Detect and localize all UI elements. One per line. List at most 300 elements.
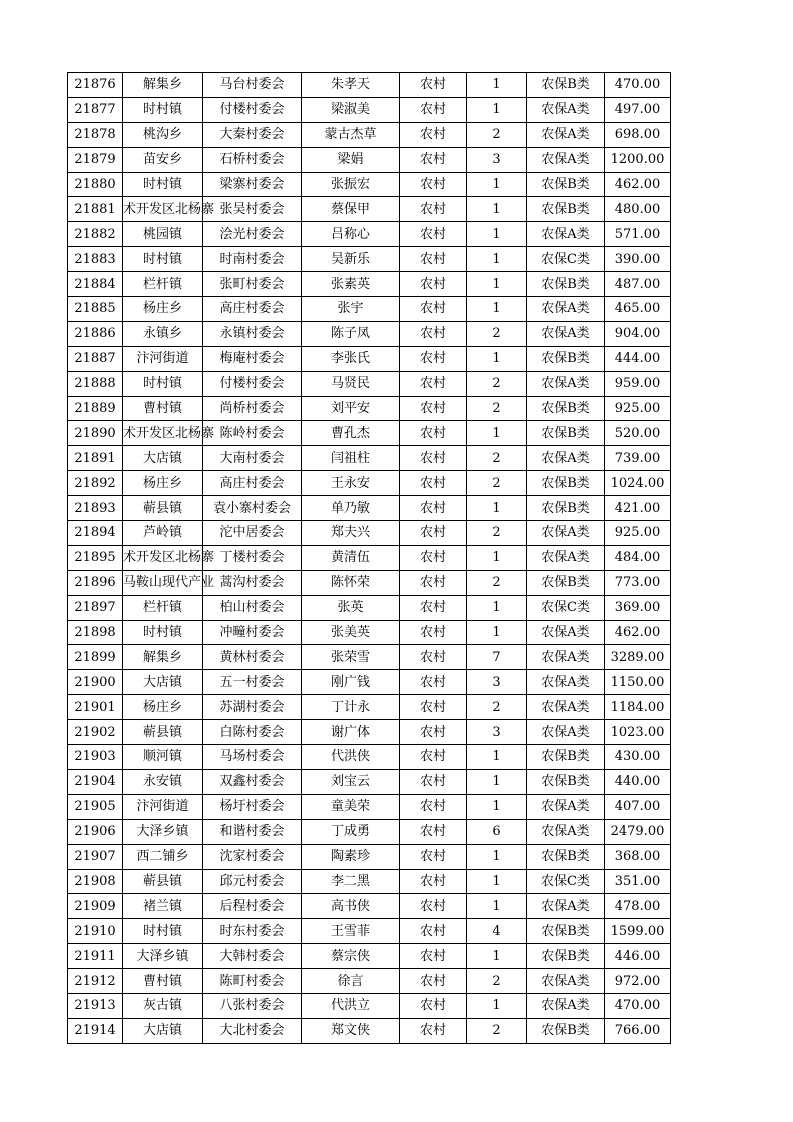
record-id-cell: 21902 — [68, 720, 123, 745]
town-cell: 栏杆镇 — [123, 595, 203, 620]
household-count-cell: 2 — [467, 371, 527, 396]
record-id-cell: 21911 — [68, 944, 123, 969]
amount-cell: 430.00 — [605, 745, 671, 770]
household-count-cell: 2 — [467, 695, 527, 720]
insurance-category-cell: 农保B类 — [527, 769, 605, 794]
residence-type-cell: 农村 — [400, 969, 467, 994]
household-count-cell: 1 — [467, 769, 527, 794]
record-id-cell: 21914 — [68, 1018, 123, 1043]
table-row — [68, 197, 671, 222]
residence-type-cell: 农村 — [400, 645, 467, 670]
town-cell: 大店镇 — [123, 1018, 203, 1043]
insurance-category-cell: 农保A类 — [527, 545, 605, 570]
insurance-category-cell: 农保A类 — [527, 321, 605, 346]
residence-type-cell: 农村 — [400, 670, 467, 695]
person-name-cell: 丁成勇 — [302, 819, 400, 844]
table-row — [68, 521, 671, 546]
household-count-cell: 2 — [467, 969, 527, 994]
residence-type-cell: 农村 — [400, 73, 467, 98]
person-name-cell: 蒙古杰草 — [302, 122, 400, 147]
residence-type-cell: 农村 — [400, 570, 467, 595]
town-cell: 大店镇 — [123, 446, 203, 471]
residence-type-cell: 农村 — [400, 545, 467, 570]
town-cell: 汴河街道 — [123, 346, 203, 371]
town-cell: 蕲县镇 — [123, 720, 203, 745]
household-count-cell: 2 — [467, 396, 527, 421]
residence-type-cell: 农村 — [400, 346, 467, 371]
residence-type-cell: 农村 — [400, 222, 467, 247]
record-id-cell: 21890 — [68, 421, 123, 446]
record-id-cell: 21901 — [68, 695, 123, 720]
village-committee-cell: 白陈村委会 — [203, 720, 302, 745]
amount-cell: 465.00 — [605, 297, 671, 322]
residence-type-cell: 农村 — [400, 396, 467, 421]
insurance-category-cell: 农保A类 — [527, 670, 605, 695]
household-count-cell: 1 — [467, 620, 527, 645]
table-row — [68, 944, 671, 969]
residence-type-cell: 农村 — [400, 272, 467, 297]
amount-cell: 1184.00 — [605, 695, 671, 720]
town-cell: 杨庄乡 — [123, 297, 203, 322]
person-name-cell: 陈子凤 — [302, 321, 400, 346]
town-cell: 蕲县镇 — [123, 496, 203, 521]
insurance-category-cell: 农保C类 — [527, 247, 605, 272]
residence-type-cell: 农村 — [400, 496, 467, 521]
insurance-category-cell: 农保A类 — [527, 122, 605, 147]
record-id-cell: 21879 — [68, 147, 123, 172]
household-count-cell: 1 — [467, 197, 527, 222]
table-row — [68, 371, 671, 396]
village-committee-cell: 张町村委会 — [203, 272, 302, 297]
village-committee-cell: 付楼村委会 — [203, 371, 302, 396]
person-name-cell: 张荣雪 — [302, 645, 400, 670]
table-row — [68, 172, 671, 197]
town-cell: 芦岭镇 — [123, 521, 203, 546]
insurance-category-cell: 农保A类 — [527, 521, 605, 546]
residence-type-cell: 农村 — [400, 122, 467, 147]
record-id-cell: 21896 — [68, 570, 123, 595]
household-count-cell: 3 — [467, 670, 527, 695]
record-id-cell: 21877 — [68, 97, 123, 122]
table-row — [68, 620, 671, 645]
amount-cell: 462.00 — [605, 620, 671, 645]
household-count-cell: 2 — [467, 122, 527, 147]
table-row — [68, 1018, 671, 1043]
residence-type-cell: 农村 — [400, 769, 467, 794]
person-name-cell: 郑夫兴 — [302, 521, 400, 546]
person-name-cell: 代洪立 — [302, 993, 400, 1018]
record-id-cell: 21900 — [68, 670, 123, 695]
town-cell: 术开发区北杨寨 — [123, 545, 203, 570]
village-committee-cell: 大南村委会 — [203, 446, 302, 471]
person-name-cell: 吕称心 — [302, 222, 400, 247]
beneficiary-table-body — [68, 73, 671, 1044]
household-count-cell: 1 — [467, 745, 527, 770]
insurance-category-cell: 农保A类 — [527, 819, 605, 844]
insurance-category-cell: 农保B类 — [527, 421, 605, 446]
person-name-cell: 童美荣 — [302, 794, 400, 819]
table-row — [68, 894, 671, 919]
table-row — [68, 695, 671, 720]
residence-type-cell: 农村 — [400, 297, 467, 322]
village-committee-cell: 杨圩村委会 — [203, 794, 302, 819]
record-id-cell: 21910 — [68, 919, 123, 944]
household-count-cell: 2 — [467, 521, 527, 546]
insurance-category-cell: 农保A类 — [527, 794, 605, 819]
person-name-cell: 张美英 — [302, 620, 400, 645]
person-name-cell: 梁娟 — [302, 147, 400, 172]
village-committee-cell: 冲疃村委会 — [203, 620, 302, 645]
amount-cell: 972.00 — [605, 969, 671, 994]
insurance-category-cell: 农保B类 — [527, 944, 605, 969]
insurance-category-cell: 农保A类 — [527, 620, 605, 645]
table-row — [68, 297, 671, 322]
insurance-category-cell: 农保B类 — [527, 272, 605, 297]
table-row — [68, 844, 671, 869]
insurance-category-cell: 农保A类 — [527, 222, 605, 247]
town-cell: 杨庄乡 — [123, 695, 203, 720]
amount-cell: 446.00 — [605, 944, 671, 969]
town-cell: 大泽乡镇 — [123, 944, 203, 969]
village-committee-cell: 马场村委会 — [203, 745, 302, 770]
residence-type-cell: 农村 — [400, 197, 467, 222]
household-count-cell: 1 — [467, 869, 527, 894]
insurance-category-cell: 农保A类 — [527, 147, 605, 172]
household-count-cell: 3 — [467, 720, 527, 745]
record-id-cell: 21895 — [68, 545, 123, 570]
insurance-category-cell: 农保A类 — [527, 695, 605, 720]
village-committee-cell: 袁小寨村委会 — [203, 496, 302, 521]
table-row — [68, 570, 671, 595]
table-row — [68, 645, 671, 670]
person-name-cell: 王雪菲 — [302, 919, 400, 944]
household-count-cell: 1 — [467, 794, 527, 819]
amount-cell: 773.00 — [605, 570, 671, 595]
table-row — [68, 147, 671, 172]
insurance-category-cell: 农保A类 — [527, 969, 605, 994]
amount-cell: 698.00 — [605, 122, 671, 147]
village-committee-cell: 石桥村委会 — [203, 147, 302, 172]
record-id-cell: 21907 — [68, 844, 123, 869]
household-count-cell: 2 — [467, 446, 527, 471]
record-id-cell: 21880 — [68, 172, 123, 197]
household-count-cell: 1 — [467, 993, 527, 1018]
table-row — [68, 993, 671, 1018]
household-count-cell: 1 — [467, 222, 527, 247]
insurance-category-cell: 农保B类 — [527, 346, 605, 371]
record-id-cell: 21881 — [68, 197, 123, 222]
residence-type-cell: 农村 — [400, 720, 467, 745]
amount-cell: 3289.00 — [605, 645, 671, 670]
amount-cell: 390.00 — [605, 247, 671, 272]
insurance-category-cell: 农保B类 — [527, 471, 605, 496]
amount-cell: 462.00 — [605, 172, 671, 197]
household-count-cell: 2 — [467, 1018, 527, 1043]
record-id-cell: 21898 — [68, 620, 123, 645]
amount-cell: 1599.00 — [605, 919, 671, 944]
amount-cell: 571.00 — [605, 222, 671, 247]
record-id-cell: 21887 — [68, 346, 123, 371]
insurance-category-cell: 农保B类 — [527, 1018, 605, 1043]
insurance-category-cell: 农保A类 — [527, 645, 605, 670]
person-name-cell: 单乃敏 — [302, 496, 400, 521]
amount-cell: 925.00 — [605, 396, 671, 421]
amount-cell: 1200.00 — [605, 147, 671, 172]
insurance-category-cell: 农保A类 — [527, 720, 605, 745]
amount-cell: 478.00 — [605, 894, 671, 919]
household-count-cell: 4 — [467, 919, 527, 944]
residence-type-cell: 农村 — [400, 819, 467, 844]
household-count-cell: 1 — [467, 595, 527, 620]
town-cell: 蕲县镇 — [123, 869, 203, 894]
residence-type-cell: 农村 — [400, 321, 467, 346]
person-name-cell: 张振宏 — [302, 172, 400, 197]
table-row — [68, 496, 671, 521]
person-name-cell: 黄清伍 — [302, 545, 400, 570]
village-committee-cell: 高庄村委会 — [203, 297, 302, 322]
town-cell: 时村镇 — [123, 247, 203, 272]
table-row — [68, 969, 671, 994]
household-count-cell: 2 — [467, 321, 527, 346]
village-committee-cell: 柏山村委会 — [203, 595, 302, 620]
residence-type-cell: 农村 — [400, 993, 467, 1018]
record-id-cell: 21908 — [68, 869, 123, 894]
village-committee-cell: 后程村委会 — [203, 894, 302, 919]
town-cell: 栏杆镇 — [123, 272, 203, 297]
village-committee-cell: 张吴村委会 — [203, 197, 302, 222]
residence-type-cell: 农村 — [400, 894, 467, 919]
residence-type-cell: 农村 — [400, 172, 467, 197]
person-name-cell: 陶素珍 — [302, 844, 400, 869]
town-cell: 永安镇 — [123, 769, 203, 794]
residence-type-cell: 农村 — [400, 471, 467, 496]
residence-type-cell: 农村 — [400, 371, 467, 396]
person-name-cell: 李张氏 — [302, 346, 400, 371]
record-id-cell: 21882 — [68, 222, 123, 247]
village-committee-cell: 蒿沟村委会 — [203, 570, 302, 595]
record-id-cell: 21889 — [68, 396, 123, 421]
village-committee-cell: 梅庵村委会 — [203, 346, 302, 371]
record-id-cell: 21886 — [68, 321, 123, 346]
amount-cell: 351.00 — [605, 869, 671, 894]
record-id-cell: 21894 — [68, 521, 123, 546]
person-name-cell: 蔡保甲 — [302, 197, 400, 222]
table-row — [68, 122, 671, 147]
amount-cell: 421.00 — [605, 496, 671, 521]
person-name-cell: 谢广体 — [302, 720, 400, 745]
amount-cell: 1024.00 — [605, 471, 671, 496]
village-committee-cell: 梁寨村委会 — [203, 172, 302, 197]
beneficiary-table — [67, 72, 671, 1044]
household-count-cell: 2 — [467, 471, 527, 496]
insurance-category-cell: 农保A类 — [527, 371, 605, 396]
amount-cell: 520.00 — [605, 421, 671, 446]
residence-type-cell: 农村 — [400, 1018, 467, 1043]
town-cell: 灰古镇 — [123, 993, 203, 1018]
amount-cell: 470.00 — [605, 993, 671, 1018]
residence-type-cell: 农村 — [400, 695, 467, 720]
insurance-category-cell: 农保B类 — [527, 396, 605, 421]
residence-type-cell: 农村 — [400, 521, 467, 546]
residence-type-cell: 农村 — [400, 421, 467, 446]
amount-cell: 484.00 — [605, 545, 671, 570]
table-row — [68, 819, 671, 844]
amount-cell: 739.00 — [605, 446, 671, 471]
record-id-cell: 21876 — [68, 73, 123, 98]
record-id-cell: 21891 — [68, 446, 123, 471]
town-cell: 西二铺乡 — [123, 844, 203, 869]
table-row — [68, 670, 671, 695]
insurance-category-cell: 农保A类 — [527, 97, 605, 122]
town-cell: 曹村镇 — [123, 969, 203, 994]
insurance-category-cell: 农保B类 — [527, 844, 605, 869]
table-row — [68, 97, 671, 122]
village-committee-cell: 时东村委会 — [203, 919, 302, 944]
amount-cell: 369.00 — [605, 595, 671, 620]
household-count-cell: 1 — [467, 272, 527, 297]
record-id-cell: 21905 — [68, 794, 123, 819]
person-name-cell: 刚广钱 — [302, 670, 400, 695]
town-cell: 时村镇 — [123, 620, 203, 645]
insurance-category-cell: 农保A类 — [527, 894, 605, 919]
person-name-cell: 马贤民 — [302, 371, 400, 396]
village-committee-cell: 尚桥村委会 — [203, 396, 302, 421]
table-row — [68, 720, 671, 745]
record-id-cell: 21883 — [68, 247, 123, 272]
village-committee-cell: 五一村委会 — [203, 670, 302, 695]
table-row — [68, 595, 671, 620]
table-row — [68, 321, 671, 346]
town-cell: 大店镇 — [123, 670, 203, 695]
household-count-cell: 1 — [467, 545, 527, 570]
village-committee-cell: 苏湖村委会 — [203, 695, 302, 720]
person-name-cell: 闫祖柱 — [302, 446, 400, 471]
insurance-category-cell: 农保B类 — [527, 172, 605, 197]
table-row — [68, 247, 671, 272]
insurance-category-cell: 农保A类 — [527, 993, 605, 1018]
village-committee-cell: 马台村委会 — [203, 73, 302, 98]
amount-cell: 444.00 — [605, 346, 671, 371]
record-id-cell: 21899 — [68, 645, 123, 670]
amount-cell: 497.00 — [605, 97, 671, 122]
insurance-category-cell: 农保A类 — [527, 446, 605, 471]
town-cell: 解集乡 — [123, 73, 203, 98]
amount-cell: 766.00 — [605, 1018, 671, 1043]
insurance-category-cell: 农保C类 — [527, 595, 605, 620]
person-name-cell: 梁淑美 — [302, 97, 400, 122]
person-name-cell: 张英 — [302, 595, 400, 620]
amount-cell: 2479.00 — [605, 819, 671, 844]
household-count-cell: 3 — [467, 147, 527, 172]
village-committee-cell: 高庄村委会 — [203, 471, 302, 496]
household-count-cell: 1 — [467, 844, 527, 869]
person-name-cell: 张宇 — [302, 297, 400, 322]
amount-cell: 925.00 — [605, 521, 671, 546]
insurance-category-cell: 农保B类 — [527, 496, 605, 521]
amount-cell: 959.00 — [605, 371, 671, 396]
amount-cell: 904.00 — [605, 321, 671, 346]
household-count-cell: 1 — [467, 97, 527, 122]
record-id-cell: 21888 — [68, 371, 123, 396]
village-committee-cell: 大北村委会 — [203, 1018, 302, 1043]
household-count-cell: 6 — [467, 819, 527, 844]
town-cell: 褚兰镇 — [123, 894, 203, 919]
person-name-cell: 王永安 — [302, 471, 400, 496]
table-row — [68, 471, 671, 496]
village-committee-cell: 永镇村委会 — [203, 321, 302, 346]
person-name-cell: 吴新乐 — [302, 247, 400, 272]
residence-type-cell: 农村 — [400, 745, 467, 770]
village-committee-cell: 大韩村委会 — [203, 944, 302, 969]
town-cell: 桃沟乡 — [123, 122, 203, 147]
record-id-cell: 21906 — [68, 819, 123, 844]
person-name-cell: 朱孝天 — [302, 73, 400, 98]
insurance-category-cell: 农保B类 — [527, 919, 605, 944]
amount-cell: 1150.00 — [605, 670, 671, 695]
table-row — [68, 73, 671, 98]
household-count-cell: 1 — [467, 944, 527, 969]
record-id-cell: 21904 — [68, 769, 123, 794]
amount-cell: 440.00 — [605, 769, 671, 794]
table-row — [68, 222, 671, 247]
town-cell: 杨庄乡 — [123, 471, 203, 496]
table-row — [68, 869, 671, 894]
table-row — [68, 396, 671, 421]
person-name-cell: 代洪侠 — [302, 745, 400, 770]
person-name-cell: 蔡宗侠 — [302, 944, 400, 969]
village-committee-cell: 双鑫村委会 — [203, 769, 302, 794]
residence-type-cell: 农村 — [400, 794, 467, 819]
person-name-cell: 郑文侠 — [302, 1018, 400, 1043]
village-committee-cell: 陈町村委会 — [203, 969, 302, 994]
person-name-cell: 陈怀荣 — [302, 570, 400, 595]
table-row — [68, 545, 671, 570]
table-row — [68, 272, 671, 297]
record-id-cell: 21903 — [68, 745, 123, 770]
town-cell: 顺河镇 — [123, 745, 203, 770]
town-cell: 时村镇 — [123, 919, 203, 944]
town-cell: 曹村镇 — [123, 396, 203, 421]
record-id-cell: 21893 — [68, 496, 123, 521]
residence-type-cell: 农村 — [400, 620, 467, 645]
household-count-cell: 1 — [467, 247, 527, 272]
person-name-cell: 徐言 — [302, 969, 400, 994]
town-cell: 解集乡 — [123, 645, 203, 670]
household-count-cell: 1 — [467, 172, 527, 197]
record-id-cell: 21909 — [68, 894, 123, 919]
village-committee-cell: 陈岭村委会 — [203, 421, 302, 446]
town-cell: 术开发区北杨寨 — [123, 197, 203, 222]
village-committee-cell: 浍光村委会 — [203, 222, 302, 247]
record-id-cell: 21892 — [68, 471, 123, 496]
record-id-cell: 21912 — [68, 969, 123, 994]
village-committee-cell: 丁楼村委会 — [203, 545, 302, 570]
household-count-cell: 1 — [467, 496, 527, 521]
town-cell: 大泽乡镇 — [123, 819, 203, 844]
record-id-cell: 21913 — [68, 993, 123, 1018]
town-cell: 马鞍山现代产业 — [123, 570, 203, 595]
insurance-category-cell: 农保B类 — [527, 745, 605, 770]
insurance-category-cell: 农保B类 — [527, 570, 605, 595]
town-cell: 时村镇 — [123, 97, 203, 122]
amount-cell: 487.00 — [605, 272, 671, 297]
town-cell: 术开发区北杨寨 — [123, 421, 203, 446]
town-cell: 时村镇 — [123, 172, 203, 197]
household-count-cell: 2 — [467, 570, 527, 595]
residence-type-cell: 农村 — [400, 919, 467, 944]
village-committee-cell: 八张村委会 — [203, 993, 302, 1018]
amount-cell: 407.00 — [605, 794, 671, 819]
